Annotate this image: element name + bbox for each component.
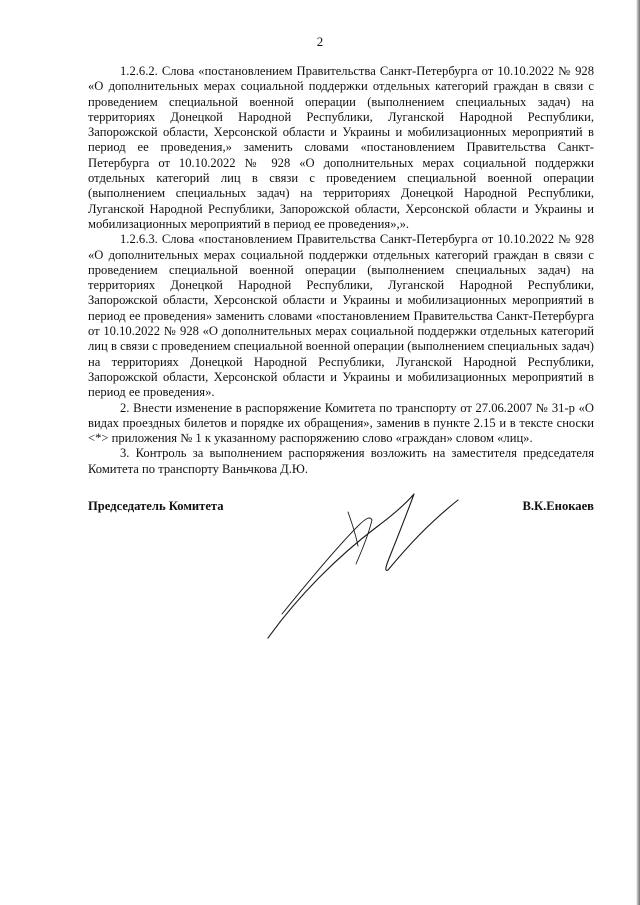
paragraph-1-2-6-2: 1.2.6.2. Слова «постановлением Правительства Санкт-Петербурга от 10.10.2022 № 928 «О дополнительных мерах социальной поддержки отдельных категорий граждан в связи с проведением специальной военной операции (выполнением специальных задач) на территориях Донецкой Народной Республики, Луганской Народной Республики, Запорожской области, Херсонской области и Украины и мобилизационных мероприятий в период ее проведения,» заменить словами «постановлением Правительства Санкт-Петербурга от 10.10.2022 № 928 «О дополнительных мерах социальной поддержки отдельных категорий лиц в связи с проведением специальной военной операции (выполнением специальных задач) на территориях Донецкой Народной Республики, Луганской Народной Республики, Запорожской области, Херсонской области и Украины и мобилизационных мероприятий в период ее проведения»,». xyxy=(88,64,594,231)
document-body xyxy=(88,64,594,477)
position-title: Председатель Комитета xyxy=(88,499,224,513)
paragraph-3: 3. Контроль за выполнением распоряжения возложить на заместителя председателя Комитета по транспорту Ваньчкова Д.Ю. xyxy=(88,446,594,476)
scan-edge xyxy=(636,0,640,905)
signer-name: В.К.Енокаев xyxy=(522,499,594,513)
paragraph-2: 2. Внести изменение в распоряжение Комитета по транспорту от 27.06.2007 № 31-р «О видах проездных билетов и порядке их обращения», заменив в пункте 2.15 и в тексте сноски <*> приложения № 1 к указанному распоряжению слово «граждан» словом «лиц». xyxy=(88,400,594,446)
handwritten-signature xyxy=(258,486,468,646)
page-number: 2 xyxy=(316,34,324,49)
paragraph-1-2-6-3: 1.2.6.3. Слова «постановлением Правительства Санкт-Петербурга от 10.10.2022 № 928 «О дополнительных мерах социальной поддержки отдельных категорий граждан в связи с проведением специальной военной операции (выполнением специальных задач) на территориях Донецкой Народной Республики, Луганской Народной Республики, Запорожской области, Херсонской области и Украины и мобилизационных мероприятий в период ее проведения» заменить словами «постановлением Правительства Санкт-Петербурга от 10.10.2022 № 928 «О дополнительных мерах социальной поддержки отдельных категорий лиц в связи с проведением специальной военной операции (выполнением специальных задач) на территориях Донецкой Народной Республики, Луганской Народной Республики, Запорожской области, Херсонской области и Украины и мобилизационных мероприятий в период ее проведения». xyxy=(88,232,594,400)
